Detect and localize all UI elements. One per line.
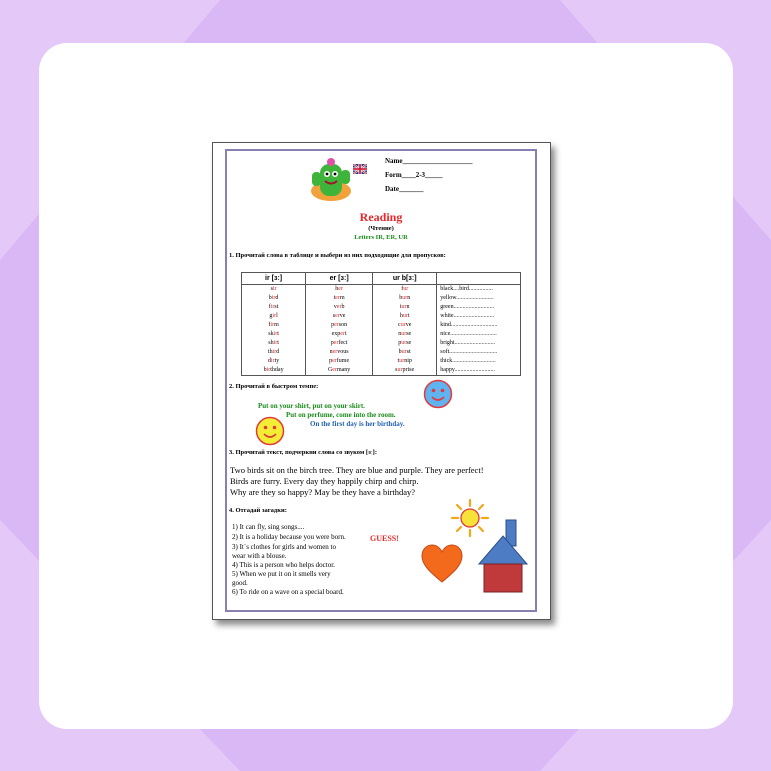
- task3-heading: 3. Прочитай текст, подчеркни слова со звуком [ɜː]:: [229, 449, 378, 456]
- word-cell: nervous: [306, 348, 373, 357]
- fill-in-cell[interactable]: thick.............................: [437, 357, 521, 366]
- column-header-ur: ur b[ɜː]: [373, 273, 437, 285]
- poem-line-3: On the first day is her birthday.: [310, 420, 405, 428]
- fill-in-cell[interactable]: white...........................: [437, 312, 521, 321]
- table-row: [242, 330, 521, 339]
- table-row: [242, 312, 521, 321]
- table-row: [242, 366, 521, 376]
- word-cell: hurt: [373, 312, 437, 321]
- date-field[interactable]: Date_______: [385, 185, 424, 193]
- cactus-mascot-icon: [306, 156, 356, 202]
- word-cell: surprise: [373, 366, 437, 376]
- riddle-line: wear with a blouse.: [232, 552, 287, 560]
- name-field[interactable]: Name____________________: [385, 157, 473, 165]
- table-row: [242, 348, 521, 357]
- task1-heading: 1. Прочитай слова в таблице и выбери из них подходящие для пропусков:: [229, 252, 446, 259]
- text-line-1: Two birds sit on the birch tree. They are blue and purple. They are perfect!: [230, 465, 484, 475]
- table-row: [242, 303, 521, 312]
- riddle-line: 5) When we put it on it smells very: [232, 570, 331, 578]
- riddle-line: 2) It is a holiday because you were born.: [232, 533, 346, 541]
- poem-line-2: Put on perfume, come into the room.: [286, 411, 396, 419]
- word-cell: expert: [306, 330, 373, 339]
- word-cell: turnip: [373, 357, 437, 366]
- text-line-2: Birds are furry. Every day they happily chirp and chirp.: [230, 476, 419, 486]
- word-cell: nurse: [373, 330, 437, 339]
- fill-in-cell[interactable]: happy...........................: [437, 366, 521, 376]
- task4-heading: 4. Отгадай загадки:: [229, 507, 287, 514]
- word-cell: firm: [242, 321, 306, 330]
- word-cell: dirty: [242, 357, 306, 366]
- text-line-3: Why are they so happy? May be they have a birthday?: [230, 487, 416, 497]
- task2-heading: 2. Прочитай в быстром темпе:: [229, 383, 319, 390]
- yellow-smiley-icon: [255, 416, 285, 446]
- blue-smiley-icon: [423, 379, 453, 409]
- word-cell: curve: [373, 321, 437, 330]
- word-cell: turn: [373, 303, 437, 312]
- word-cell: burn: [373, 294, 437, 303]
- column-header-blank: [437, 273, 521, 285]
- word-cell: perfect: [306, 339, 373, 348]
- riddle-line: 3) It`s clothes for girls and women to: [232, 543, 337, 551]
- table-row: [242, 339, 521, 348]
- word-cell: bird: [242, 294, 306, 303]
- word-cell: term: [306, 294, 373, 303]
- fill-in-cell[interactable]: kind...............................: [437, 321, 521, 330]
- word-table: [241, 272, 521, 376]
- poem-line-1: Put on your shirt, put on your skirt.: [258, 402, 365, 410]
- word-cell: skirt: [242, 330, 306, 339]
- riddle-line: 4) This is a person who helps doctor.: [232, 561, 335, 569]
- word-cell: birthday: [242, 366, 306, 376]
- word-cell: shirt: [242, 339, 306, 348]
- word-cell: third: [242, 348, 306, 357]
- fill-in-cell[interactable]: yellow.........................: [437, 294, 521, 303]
- letters-caption: Letters IR, ER, UR: [354, 234, 408, 241]
- riddle-line: 6) To ride on a wave on a special board.: [232, 588, 344, 596]
- table-row: [242, 285, 521, 295]
- fill-in-cell[interactable]: nice...............................: [437, 330, 521, 339]
- column-header-er: er [ɜː]: [306, 273, 373, 285]
- word-cell: Germany: [306, 366, 373, 376]
- word-cell: sir: [242, 285, 306, 295]
- page-subtitle: (Чтение): [368, 225, 394, 232]
- word-cell: first: [242, 303, 306, 312]
- fill-in-cell[interactable]: green...........................: [437, 303, 521, 312]
- fill-in-cell[interactable]: bright...........................: [437, 339, 521, 348]
- form-field[interactable]: Form____2-3_____: [385, 171, 443, 179]
- uk-flag-icon: [353, 164, 367, 174]
- word-cell: serve: [306, 312, 373, 321]
- riddle-line: good.: [232, 579, 248, 587]
- word-cell: fur: [373, 285, 437, 295]
- word-cell: perfume: [306, 357, 373, 366]
- table-row: [242, 294, 521, 303]
- riddle-line: 1) It can fly, sing songs....: [232, 523, 305, 531]
- house-icon: [478, 518, 528, 594]
- word-cell: burst: [373, 348, 437, 357]
- fill-in-cell[interactable]: black....bird................: [437, 285, 521, 295]
- word-cell: girl: [242, 312, 306, 321]
- word-cell: her: [306, 285, 373, 295]
- guess-label: GUESS!: [370, 534, 399, 543]
- table-row: [242, 321, 521, 330]
- table-row: [242, 357, 521, 366]
- fill-in-cell[interactable]: soft................................: [437, 348, 521, 357]
- heart-icon: [420, 544, 464, 584]
- word-cell: verb: [306, 303, 373, 312]
- word-cell: purse: [373, 339, 437, 348]
- column-header-ir: ir [ɜː]: [242, 273, 306, 285]
- word-cell: person: [306, 321, 373, 330]
- page-title: Reading: [359, 210, 403, 224]
